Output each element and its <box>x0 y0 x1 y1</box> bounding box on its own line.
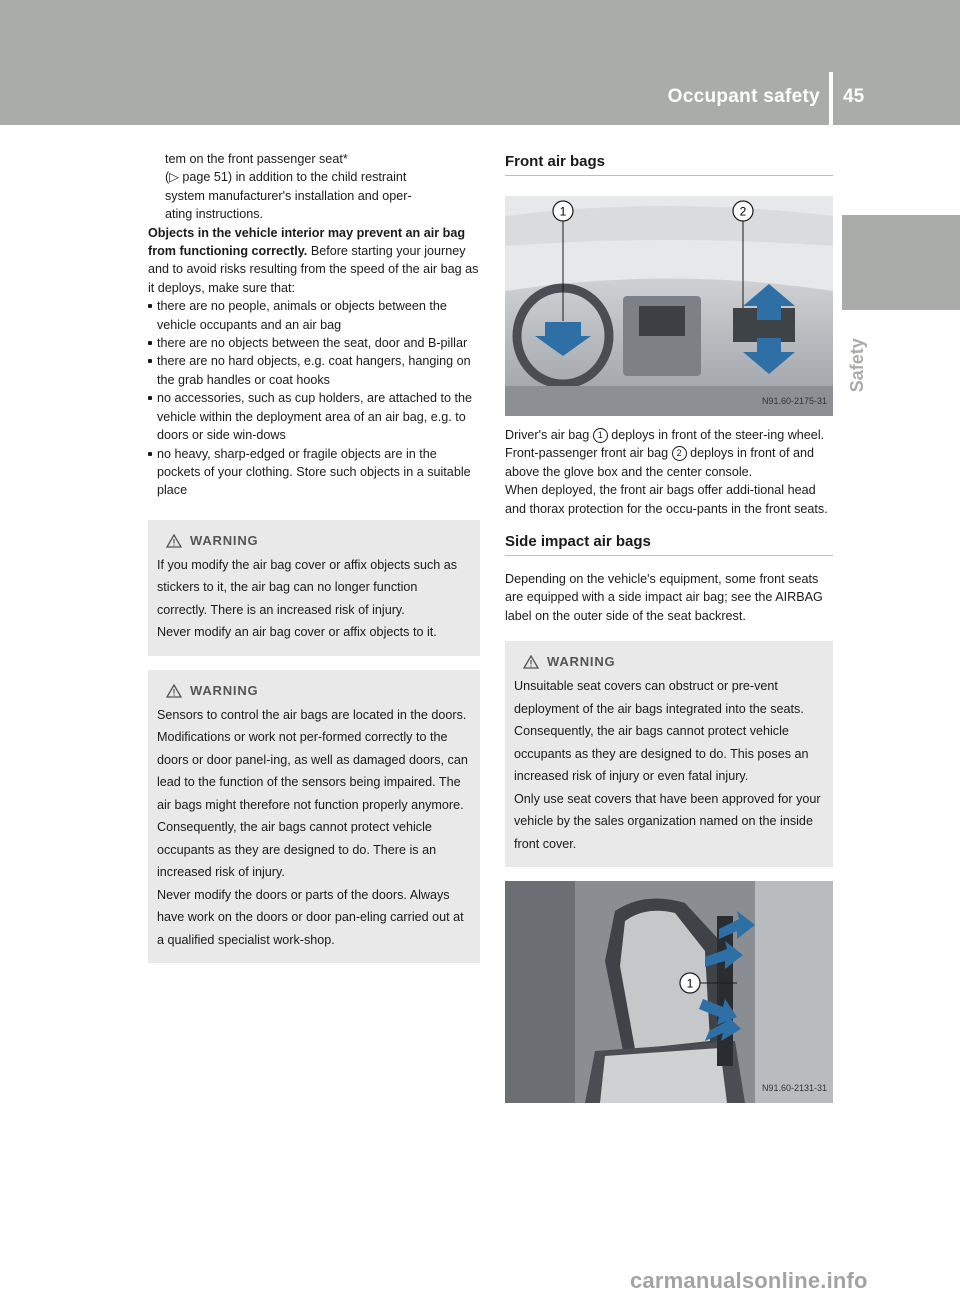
list-item: there are no people, animals or objects between the vehicle occupants and an air bag <box>148 297 480 334</box>
warning-header <box>514 651 823 673</box>
warning-title: WARNING <box>190 682 259 698</box>
warning-instruction: Never modify an air bag cover or affix objects to it. <box>157 625 437 640</box>
warning-box-1 <box>148 520 480 656</box>
warning-text: Sensors to control the air bags are located in the doors. Modifications or work not per-formed correctly to the doors or door panel-ing, as well as damaged doors, can lead to the function of the sensors being impaired. The air bags might therefore not function properly anymore. Consequently, the air bags cannot protect vehicle occupants as they are designed to do. There is an increased risk of injury. <box>157 707 468 880</box>
warning-instruction: Only use seat covers that have been approved for your vehicle by the sales organization named on the inside front cover. <box>514 791 821 851</box>
section-title: Occupant safety <box>667 86 820 107</box>
front-airbags-heading: Front air bags <box>505 153 606 170</box>
intro-line[interactable]: (▷ page 51) in addition to the child restraint <box>165 170 407 185</box>
intro-line: system manufacturer's installation and oper- <box>165 188 412 203</box>
desc-part: Driver's air bag <box>505 428 590 442</box>
callout-ref-1: 1 <box>593 428 608 443</box>
objects-paragraph <box>148 224 480 298</box>
desc-part: deploys in front of and above the glove box and the center console. <box>505 446 815 479</box>
side-airbags-text: Depending on the vehicle's equipment, some front seats are equipped with a side impact air bag; see the AIRBAG label on the outer side of the seat backrest. <box>505 572 823 623</box>
warning-header <box>157 530 470 552</box>
desc-part: deploys in front of the steer-ing wheel. Front-passenger front air bag <box>505 428 825 461</box>
sidebar-tab <box>842 215 960 310</box>
list-item: there are no hard objects, e.g. coat hangers, hanging on the grab handles or coat hooks <box>148 352 480 389</box>
dashboard-illustration <box>505 196 833 416</box>
heading-rule <box>505 555 833 556</box>
left-column <box>148 150 480 963</box>
seat-illustration <box>505 881 833 1103</box>
front-airbags-deployed-text: When deployed, the front air bags offer addi-tional head and thorax protection for the occu-pants in the front seats. <box>505 483 828 516</box>
intro-line: ating instructions. <box>165 207 264 222</box>
front-airbags-description <box>505 426 833 481</box>
figure-code: N91.60-2131-31 <box>761 1082 827 1093</box>
intro-line: tem on the front passenger seat* <box>165 152 348 166</box>
warning-box-2 <box>148 670 480 964</box>
side-airbags-heading: Side impact air bags <box>505 533 651 551</box>
callout-1-label: 1 <box>559 204 567 219</box>
heading-rule <box>505 175 833 176</box>
callout-2-label: 2 <box>739 204 747 219</box>
header-separator <box>829 72 833 125</box>
warning-box-3 <box>505 641 833 867</box>
sidebar-label: Safety <box>846 337 867 393</box>
list-item: no heavy, sharp-edged or fragile objects are in the pockets of your clothing. Store such objects in a suitable place <box>148 445 480 500</box>
warning-instruction: Never modify the doors or parts of the doors. Always have work on the doors or door pan-eling carried out at a qualified specialist work-shop. <box>157 887 464 947</box>
warning-text: Unsuitable seat covers can obstruct or pre-vent deployment of the air bags integrated into the seats. Consequently, the air bags cannot protect vehicle occupants as they are designed to do. This poses an increased risk of injury or even fatal injury. <box>514 679 809 784</box>
warning-triangle-icon <box>523 655 539 669</box>
warning-text: If you modify the air bag cover or affix objects such as stickers to it, the air bag can no longer function correctly. There is an increased risk of injury. <box>157 557 458 617</box>
objects-bold: Objects in the vehicle interior may prevent an air bag from functioning correctly. <box>148 225 466 259</box>
dashboard-figure <box>505 196 833 416</box>
seat-figure <box>505 881 833 1103</box>
right-column <box>505 152 833 1103</box>
page-number: 45 <box>843 86 865 107</box>
warning-header <box>157 680 470 702</box>
list-item: no accessories, such as cup holders, are attached to the vehicle within the deployment area of an air bag, e.g. to doors or side win-dows <box>148 389 480 444</box>
sidebar-label-wrap <box>842 320 872 410</box>
checklist <box>148 297 480 499</box>
watermark: carmanualsonline.info <box>630 1268 868 1293</box>
seat-callout-1-label: 1 <box>686 976 694 991</box>
callout-ref-2: 2 <box>672 446 687 461</box>
warning-triangle-icon <box>166 534 182 548</box>
warning-title: WARNING <box>547 654 616 670</box>
list-item: there are no objects between the seat, door and B-pillar <box>148 334 480 352</box>
intro-text <box>148 150 480 224</box>
objects-text: Before starting your journey and to avoid risks resulting from the speed of the air bag as it deploys, make sure that: <box>148 244 479 295</box>
warning-title: WARNING <box>190 532 259 548</box>
warning-triangle-icon <box>166 684 182 698</box>
figure-code: N91.60-2175-31 <box>761 395 827 406</box>
